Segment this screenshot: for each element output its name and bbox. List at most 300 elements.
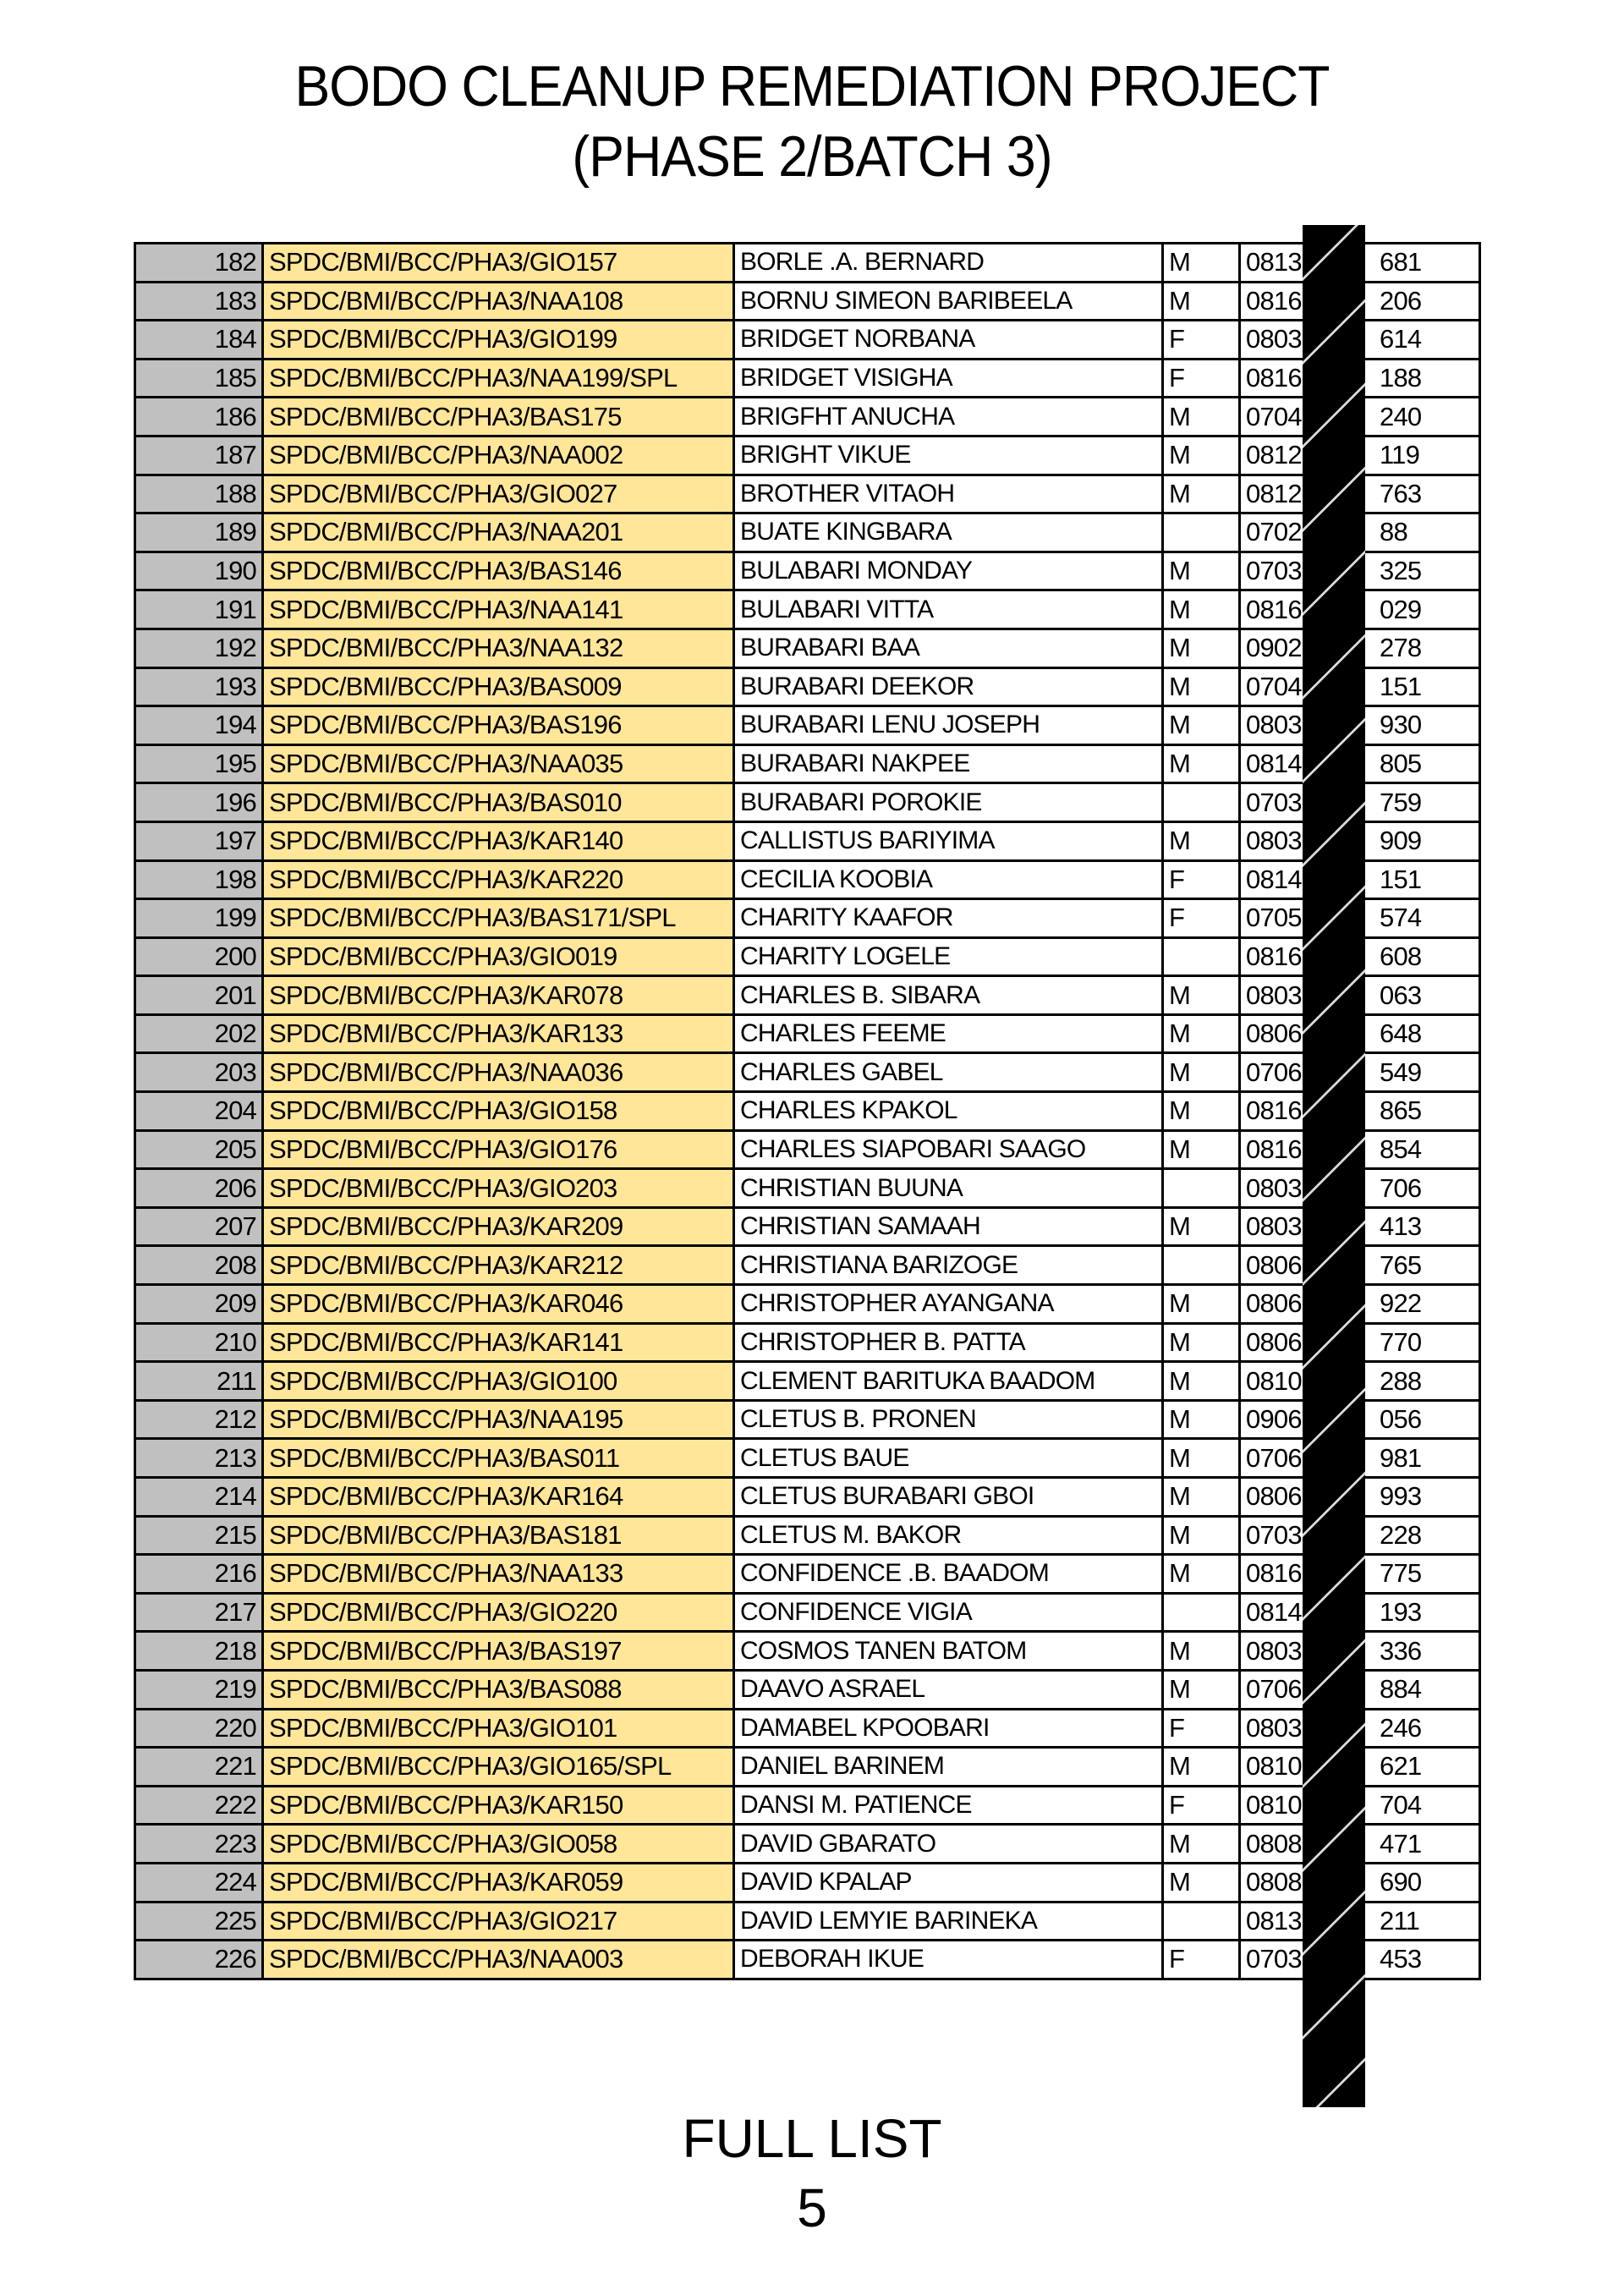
phone-prefix: 0806 xyxy=(1246,1288,1302,1319)
phone-prefix: 0816 xyxy=(1246,285,1302,316)
phone-suffix: 288 xyxy=(1380,1365,1422,1396)
participant-name-cell: CHRISTOPHER AYANGANA xyxy=(734,1285,1163,1324)
participant-name-cell: CHARLES GABEL xyxy=(734,1053,1163,1092)
participant-id-cell: SPDC/BMI/BCC/PHA3/KAR078 xyxy=(263,976,734,1015)
participant-name-cell: BRIDGET VISIGHA xyxy=(734,359,1163,398)
participant-name-cell: DAVID GBARATO xyxy=(734,1825,1163,1864)
table-row xyxy=(135,282,1480,321)
phone-prefix: 0816 xyxy=(1246,1134,1302,1164)
table-row xyxy=(135,706,1480,745)
participant-name-cell: BURABARI POROKIE xyxy=(734,783,1163,822)
table-row xyxy=(135,1709,1480,1748)
phone-suffix: 993 xyxy=(1380,1481,1422,1512)
gender-cell: M xyxy=(1163,1439,1240,1478)
table-row xyxy=(135,1941,1480,1979)
phone-prefix: 0812 xyxy=(1246,440,1302,470)
row-number-cell: 184 xyxy=(135,321,263,360)
row-number-cell: 183 xyxy=(135,282,263,321)
phone-prefix: 0816 xyxy=(1246,594,1302,624)
participant-id-cell: SPDC/BMI/BCC/PHA3/GIO100 xyxy=(263,1362,734,1401)
phone-suffix: 805 xyxy=(1380,749,1422,779)
row-number-cell: 212 xyxy=(135,1400,263,1439)
gender-cell: M xyxy=(1163,629,1240,667)
participant-id-cell: SPDC/BMI/BCC/PHA3/KAR150 xyxy=(263,1786,734,1825)
table-row xyxy=(135,1439,1480,1478)
table-row xyxy=(135,552,1480,590)
phone-suffix: 854 xyxy=(1380,1134,1422,1164)
participant-name-cell: CHARLES B. SIBARA xyxy=(734,976,1163,1015)
table-row xyxy=(135,1092,1480,1131)
participant-name-cell: DAVID LEMYIE BARINEKA xyxy=(734,1902,1163,1941)
table-row xyxy=(135,899,1480,938)
row-number-cell: 209 xyxy=(135,1285,263,1324)
phone-suffix: 413 xyxy=(1380,1211,1422,1242)
phone-suffix: 884 xyxy=(1380,1674,1422,1705)
row-number-cell: 225 xyxy=(135,1902,263,1941)
phone-suffix: 922 xyxy=(1380,1288,1422,1319)
row-number-cell: 187 xyxy=(135,436,263,475)
gender-cell xyxy=(1163,1169,1240,1208)
table-row xyxy=(135,1902,1480,1941)
participant-id-cell: SPDC/BMI/BCC/PHA3/NAA002 xyxy=(263,436,734,475)
participant-id-cell: SPDC/BMI/BCC/PHA3/NAA108 xyxy=(263,282,734,321)
row-number-cell: 211 xyxy=(135,1362,263,1401)
phone-suffix: 614 xyxy=(1380,324,1422,354)
table-row xyxy=(135,1207,1480,1246)
gender-cell xyxy=(1163,937,1240,976)
phone-suffix: 648 xyxy=(1380,1018,1422,1049)
participant-id-cell: SPDC/BMI/BCC/PHA3/KAR133 xyxy=(263,1014,734,1053)
phone-prefix: 0704 xyxy=(1246,671,1302,701)
row-number-cell: 203 xyxy=(135,1053,263,1092)
gender-cell: M xyxy=(1163,976,1240,1015)
phone-prefix: 0803 xyxy=(1246,1211,1302,1242)
phone-suffix: 770 xyxy=(1380,1326,1422,1357)
participant-id-cell: SPDC/BMI/BCC/PHA3/GIO199 xyxy=(263,321,734,360)
participant-name-cell: CHRISTIAN SAMAAH xyxy=(734,1207,1163,1246)
phone-prefix: 0813 xyxy=(1246,1905,1302,1935)
phone-prefix: 0803 xyxy=(1246,324,1302,354)
participant-id-cell: SPDC/BMI/BCC/PHA3/NAA035 xyxy=(263,744,734,783)
row-number-cell: 194 xyxy=(135,706,263,745)
gender-cell: M xyxy=(1163,1285,1240,1324)
participant-id-cell: SPDC/BMI/BCC/PHA3/KAR141 xyxy=(263,1323,734,1362)
table-row xyxy=(135,744,1480,783)
row-number-cell: 213 xyxy=(135,1439,263,1478)
participant-id-cell: SPDC/BMI/BCC/PHA3/KAR164 xyxy=(263,1478,734,1517)
participant-name-cell: CLETUS BAUE xyxy=(734,1439,1163,1478)
row-number-cell: 201 xyxy=(135,976,263,1015)
table-row xyxy=(135,1632,1480,1671)
gender-cell: F xyxy=(1163,899,1240,938)
phone-prefix: 0810 xyxy=(1246,1751,1302,1782)
participant-name-cell: BRIDGET NORBANA xyxy=(734,321,1163,360)
gender-cell: F xyxy=(1163,1709,1240,1748)
participant-name-cell: BURABARI LENU JOSEPH xyxy=(734,706,1163,745)
phone-prefix: 0814 xyxy=(1246,749,1302,779)
table-row xyxy=(135,1400,1480,1439)
table-row xyxy=(135,1285,1480,1324)
table-row xyxy=(135,1130,1480,1169)
table-row xyxy=(135,436,1480,475)
gender-cell: M xyxy=(1163,1014,1240,1053)
participant-id-cell: SPDC/BMI/BCC/PHA3/NAA003 xyxy=(263,1941,734,1979)
phone-prefix: 0806 xyxy=(1246,1018,1302,1049)
participant-name-cell: BRIGHT VIKUE xyxy=(734,436,1163,475)
participant-name-cell: CECILIA KOOBIA xyxy=(734,860,1163,899)
participant-id-cell: SPDC/BMI/BCC/PHA3/GIO027 xyxy=(263,475,734,513)
row-number-cell: 220 xyxy=(135,1709,263,1748)
participant-name-cell: CHARITY KAAFOR xyxy=(734,899,1163,938)
participant-id-cell: SPDC/BMI/BCC/PHA3/NAA201 xyxy=(263,513,734,552)
participant-id-cell: SPDC/BMI/BCC/PHA3/BAS088 xyxy=(263,1670,734,1709)
phone-suffix: 704 xyxy=(1380,1790,1422,1820)
gender-cell xyxy=(1163,783,1240,822)
gender-cell xyxy=(1163,1593,1240,1632)
phone-suffix: 930 xyxy=(1380,710,1422,740)
phone-prefix: 0803 xyxy=(1246,1712,1302,1743)
participant-id-cell: SPDC/BMI/BCC/PHA3/GIO176 xyxy=(263,1130,734,1169)
phone-suffix: 240 xyxy=(1380,401,1422,431)
phone-suffix: 246 xyxy=(1380,1712,1422,1743)
phone-suffix: 228 xyxy=(1380,1519,1422,1550)
phone-prefix: 0703 xyxy=(1246,556,1302,586)
row-number-cell: 196 xyxy=(135,783,263,822)
phone-suffix: 574 xyxy=(1380,903,1422,933)
participant-name-cell: DEBORAH IKUE xyxy=(734,1941,1163,1979)
phone-suffix: 865 xyxy=(1380,1095,1422,1126)
phone-prefix: 0803 xyxy=(1246,1635,1302,1666)
table-row xyxy=(135,321,1480,360)
participant-id-cell: SPDC/BMI/BCC/PHA3/BAS009 xyxy=(263,667,734,706)
participant-name-cell: CHARLES KPAKOL xyxy=(734,1092,1163,1131)
participant-name-cell: DANIEL BARINEM xyxy=(734,1748,1163,1787)
table-row xyxy=(135,821,1480,860)
participant-id-cell: SPDC/BMI/BCC/PHA3/GIO019 xyxy=(263,937,734,976)
row-number-cell: 219 xyxy=(135,1670,263,1709)
phone-prefix: 0814 xyxy=(1246,864,1302,894)
gender-cell: M xyxy=(1163,706,1240,745)
row-number-cell: 188 xyxy=(135,475,263,513)
phone-suffix: 775 xyxy=(1380,1558,1422,1589)
phone-prefix: 0906 xyxy=(1246,1404,1302,1435)
table-row xyxy=(135,398,1480,436)
participant-name-cell: BRIGFHT ANUCHA xyxy=(734,398,1163,436)
table-row xyxy=(135,244,1480,283)
participant-id-cell: SPDC/BMI/BCC/PHA3/GIO165/SPL xyxy=(263,1748,734,1787)
phone-suffix: 690 xyxy=(1380,1867,1422,1897)
phone-prefix: 0803 xyxy=(1246,1172,1302,1203)
participant-name-cell: BURABARI DEEKOR xyxy=(734,667,1163,706)
gender-cell: M xyxy=(1163,744,1240,783)
participant-name-cell: CONFIDENCE .B. BAADOM xyxy=(734,1555,1163,1594)
table-row xyxy=(135,513,1480,552)
table-row xyxy=(135,860,1480,899)
phone-suffix: 608 xyxy=(1380,941,1422,971)
participant-id-cell: SPDC/BMI/BCC/PHA3/GIO220 xyxy=(263,1593,734,1632)
table-row xyxy=(135,976,1480,1015)
row-number-cell: 204 xyxy=(135,1092,263,1131)
phone-suffix: 151 xyxy=(1380,671,1422,701)
beneficiary-table xyxy=(134,242,1481,1980)
phone-prefix: 0808 xyxy=(1246,1867,1302,1897)
phone-suffix: 211 xyxy=(1380,1905,1420,1935)
phone-prefix: 0810 xyxy=(1246,1365,1302,1396)
phone-prefix: 0706 xyxy=(1246,1442,1302,1473)
gender-cell: M xyxy=(1163,1825,1240,1864)
page-number: 5 xyxy=(797,2177,827,2238)
phone-suffix: 063 xyxy=(1380,980,1422,1010)
participant-id-cell: SPDC/BMI/BCC/PHA3/GIO217 xyxy=(263,1902,734,1941)
participant-id-cell: SPDC/BMI/BCC/PHA3/NAA199/SPL xyxy=(263,359,734,398)
row-number-cell: 200 xyxy=(135,937,263,976)
gender-cell: M xyxy=(1163,1748,1240,1787)
participant-id-cell: SPDC/BMI/BCC/PHA3/NAA133 xyxy=(263,1555,734,1594)
table-row xyxy=(135,1555,1480,1594)
participant-name-cell: CHARLES FEEME xyxy=(734,1014,1163,1053)
phone-suffix: 119 xyxy=(1380,440,1420,470)
row-number-cell: 182 xyxy=(135,244,263,283)
phone-suffix: 88 xyxy=(1380,517,1407,547)
phone-suffix: 188 xyxy=(1380,363,1422,393)
redaction-scribble xyxy=(1303,225,1365,2107)
gender-cell xyxy=(1163,1902,1240,1941)
row-number-cell: 216 xyxy=(135,1555,263,1594)
phone-suffix: 151 xyxy=(1380,864,1422,894)
gender-cell: M xyxy=(1163,1092,1240,1131)
phone-prefix: 0706 xyxy=(1246,1674,1302,1705)
table-row xyxy=(135,1053,1480,1092)
participant-name-cell: DANSI M. PATIENCE xyxy=(734,1786,1163,1825)
participant-name-cell: DAAVO ASRAEL xyxy=(734,1670,1163,1709)
participant-name-cell: CONFIDENCE VIGIA xyxy=(734,1593,1163,1632)
participant-name-cell: BURABARI NAKPEE xyxy=(734,744,1163,783)
table-row xyxy=(135,1478,1480,1517)
participant-id-cell: SPDC/BMI/BCC/PHA3/NAA036 xyxy=(263,1053,734,1092)
participant-name-cell: COSMOS TANEN BATOM xyxy=(734,1632,1163,1671)
participant-id-cell: SPDC/BMI/BCC/PHA3/BAS011 xyxy=(263,1439,734,1478)
phone-suffix: 763 xyxy=(1380,478,1422,508)
gender-cell: M xyxy=(1163,552,1240,590)
row-number-cell: 224 xyxy=(135,1863,263,1902)
gender-cell: M xyxy=(1163,590,1240,629)
row-number-cell: 198 xyxy=(135,860,263,899)
participant-id-cell: SPDC/BMI/BCC/PHA3/BAS171/SPL xyxy=(263,899,734,938)
row-number-cell: 186 xyxy=(135,398,263,436)
phone-prefix: 0810 xyxy=(1246,1790,1302,1820)
gender-cell: M xyxy=(1163,282,1240,321)
row-number-cell: 199 xyxy=(135,899,263,938)
participant-id-cell: SPDC/BMI/BCC/PHA3/GIO158 xyxy=(263,1092,734,1131)
row-number-cell: 190 xyxy=(135,552,263,590)
row-number-cell: 191 xyxy=(135,590,263,629)
phone-prefix: 0812 xyxy=(1246,478,1302,508)
participant-id-cell: SPDC/BMI/BCC/PHA3/BAS146 xyxy=(263,552,734,590)
document-title: BODO CLEANUP REMEDIATION PROJECT xyxy=(294,54,1330,118)
row-number-cell: 197 xyxy=(135,821,263,860)
participant-name-cell: CHRISTIANA BARIZOGE xyxy=(734,1246,1163,1285)
gender-cell: M xyxy=(1163,244,1240,283)
row-number-cell: 189 xyxy=(135,513,263,552)
phone-prefix: 0816 xyxy=(1246,941,1302,971)
phone-suffix: 706 xyxy=(1380,1172,1422,1203)
phone-suffix: 681 xyxy=(1380,247,1422,277)
phone-prefix: 0803 xyxy=(1246,826,1302,856)
participant-id-cell: SPDC/BMI/BCC/PHA3/BAS181 xyxy=(263,1516,734,1555)
gender-cell: F xyxy=(1163,860,1240,899)
gender-cell: M xyxy=(1163,1130,1240,1169)
phone-prefix: 0806 xyxy=(1246,1249,1302,1280)
phone-suffix: 325 xyxy=(1380,556,1422,586)
participant-id-cell: SPDC/BMI/BCC/PHA3/BAS197 xyxy=(263,1632,734,1671)
participant-name-cell: CLEMENT BARITUKA BAADOM xyxy=(734,1362,1163,1401)
participant-id-cell: SPDC/BMI/BCC/PHA3/NAA132 xyxy=(263,629,734,667)
participant-name-cell: BULABARI MONDAY xyxy=(734,552,1163,590)
row-number-cell: 205 xyxy=(135,1130,263,1169)
table-row xyxy=(135,1014,1480,1053)
row-number-cell: 226 xyxy=(135,1941,263,1979)
phone-prefix: 0902 xyxy=(1246,633,1302,663)
phone-suffix: 029 xyxy=(1380,594,1422,624)
participant-id-cell: SPDC/BMI/BCC/PHA3/NAA195 xyxy=(263,1400,734,1439)
gender-cell: F xyxy=(1163,359,1240,398)
gender-cell: M xyxy=(1163,1516,1240,1555)
phone-prefix: 0806 xyxy=(1246,1326,1302,1357)
participant-id-cell: SPDC/BMI/BCC/PHA3/GIO058 xyxy=(263,1825,734,1864)
table-row xyxy=(135,1863,1480,1902)
gender-cell: F xyxy=(1163,1941,1240,1979)
row-number-cell: 222 xyxy=(135,1786,263,1825)
phone-suffix: 621 xyxy=(1380,1751,1422,1782)
row-number-cell: 192 xyxy=(135,629,263,667)
phone-suffix: 909 xyxy=(1380,826,1422,856)
phone-prefix: 0705 xyxy=(1246,903,1302,933)
participant-id-cell: SPDC/BMI/BCC/PHA3/BAS196 xyxy=(263,706,734,745)
phone-prefix: 0706 xyxy=(1246,1057,1302,1087)
table-row xyxy=(135,1516,1480,1555)
row-number-cell: 217 xyxy=(135,1593,263,1632)
phone-suffix: 981 xyxy=(1380,1442,1422,1473)
phone-prefix: 0703 xyxy=(1246,1519,1302,1550)
participant-name-cell: DAMABEL KPOOBARI xyxy=(734,1709,1163,1748)
phone-prefix: 0703 xyxy=(1246,1944,1302,1974)
row-number-cell: 218 xyxy=(135,1632,263,1671)
row-number-cell: 195 xyxy=(135,744,263,783)
gender-cell: F xyxy=(1163,1786,1240,1825)
row-number-cell: 210 xyxy=(135,1323,263,1362)
table-row xyxy=(135,1670,1480,1709)
gender-cell: M xyxy=(1163,1400,1240,1439)
table-row xyxy=(135,1169,1480,1208)
row-number-cell: 202 xyxy=(135,1014,263,1053)
phone-suffix: 759 xyxy=(1380,787,1422,817)
participant-id-cell: SPDC/BMI/BCC/PHA3/BAS175 xyxy=(263,398,734,436)
gender-cell: M xyxy=(1163,1632,1240,1671)
participant-id-cell: SPDC/BMI/BCC/PHA3/KAR140 xyxy=(263,821,734,860)
phone-suffix: 549 xyxy=(1380,1057,1422,1087)
gender-cell: F xyxy=(1163,321,1240,360)
table-row xyxy=(135,1748,1480,1787)
participant-name-cell: BURABARI BAA xyxy=(734,629,1163,667)
participant-id-cell: SPDC/BMI/BCC/PHA3/GIO157 xyxy=(263,244,734,283)
gender-cell: M xyxy=(1163,1555,1240,1594)
gender-cell: M xyxy=(1163,667,1240,706)
gender-cell: M xyxy=(1163,821,1240,860)
phone-prefix: 0816 xyxy=(1246,363,1302,393)
row-number-cell: 215 xyxy=(135,1516,263,1555)
participant-name-cell: BUATE KINGBARA xyxy=(734,513,1163,552)
gender-cell: M xyxy=(1163,1207,1240,1246)
table-row xyxy=(135,1323,1480,1362)
participant-id-cell: SPDC/BMI/BCC/PHA3/GIO203 xyxy=(263,1169,734,1208)
phone-suffix: 278 xyxy=(1380,633,1422,663)
phone-prefix: 0814 xyxy=(1246,1597,1302,1628)
phone-suffix: 056 xyxy=(1380,1404,1422,1435)
row-number-cell: 206 xyxy=(135,1169,263,1208)
table-row xyxy=(135,590,1480,629)
participant-name-cell: CHRISTIAN BUUNA xyxy=(734,1169,1163,1208)
participant-id-cell: SPDC/BMI/BCC/PHA3/NAA141 xyxy=(263,590,734,629)
phone-suffix: 453 xyxy=(1380,1944,1422,1974)
participant-id-cell: SPDC/BMI/BCC/PHA3/BAS010 xyxy=(263,783,734,822)
phone-prefix: 0703 xyxy=(1246,787,1302,817)
participant-name-cell: BORNU SIMEON BARIBEELA xyxy=(734,282,1163,321)
participant-id-cell: SPDC/BMI/BCC/PHA3/KAR212 xyxy=(263,1246,734,1285)
participant-name-cell: BROTHER VITAOH xyxy=(734,475,1163,513)
gender-cell: M xyxy=(1163,475,1240,513)
participant-name-cell: DAVID KPALAP xyxy=(734,1863,1163,1902)
phone-prefix: 0813 xyxy=(1246,247,1302,277)
phone-prefix: 0816 xyxy=(1246,1558,1302,1589)
gender-cell: M xyxy=(1163,1863,1240,1902)
table-row xyxy=(135,359,1480,398)
participant-name-cell: CHRISTOPHER B. PATTA xyxy=(734,1323,1163,1362)
footer-label: FULL LIST xyxy=(682,2108,942,2169)
table-row xyxy=(135,1825,1480,1864)
phone-prefix: 0806 xyxy=(1246,1481,1302,1512)
participant-name-cell: CLETUS B. PRONEN xyxy=(734,1400,1163,1439)
phone-suffix: 206 xyxy=(1380,285,1422,316)
table-row xyxy=(135,1786,1480,1825)
participant-name-cell: CLETUS M. BAKOR xyxy=(734,1516,1163,1555)
table-row xyxy=(135,937,1480,976)
participant-name-cell: BORLE .A. BERNARD xyxy=(734,244,1163,283)
gender-cell: M xyxy=(1163,436,1240,475)
phone-suffix: 336 xyxy=(1380,1635,1422,1666)
participant-name-cell: BULABARI VITTA xyxy=(734,590,1163,629)
participant-name-cell: CLETUS BURABARI GBOI xyxy=(734,1478,1163,1517)
table-row xyxy=(135,475,1480,513)
phone-prefix: 0816 xyxy=(1246,1095,1302,1126)
gender-cell: M xyxy=(1163,398,1240,436)
phone-prefix: 0803 xyxy=(1246,710,1302,740)
phone-prefix: 0803 xyxy=(1246,980,1302,1010)
row-number-cell: 185 xyxy=(135,359,263,398)
table-row xyxy=(135,1362,1480,1401)
phone-prefix: 0808 xyxy=(1246,1828,1302,1859)
gender-cell xyxy=(1163,513,1240,552)
participant-id-cell: SPDC/BMI/BCC/PHA3/KAR059 xyxy=(263,1863,734,1902)
phone-suffix: 471 xyxy=(1380,1828,1422,1859)
table-row xyxy=(135,1246,1480,1285)
participant-name-cell: CHARITY LOGELE xyxy=(734,937,1163,976)
row-number-cell: 208 xyxy=(135,1246,263,1285)
participant-name-cell: CALLISTUS BARIYIMA xyxy=(734,821,1163,860)
phone-suffix: 193 xyxy=(1380,1597,1422,1628)
gender-cell: M xyxy=(1163,1670,1240,1709)
gender-cell xyxy=(1163,1246,1240,1285)
table-row xyxy=(135,629,1480,667)
